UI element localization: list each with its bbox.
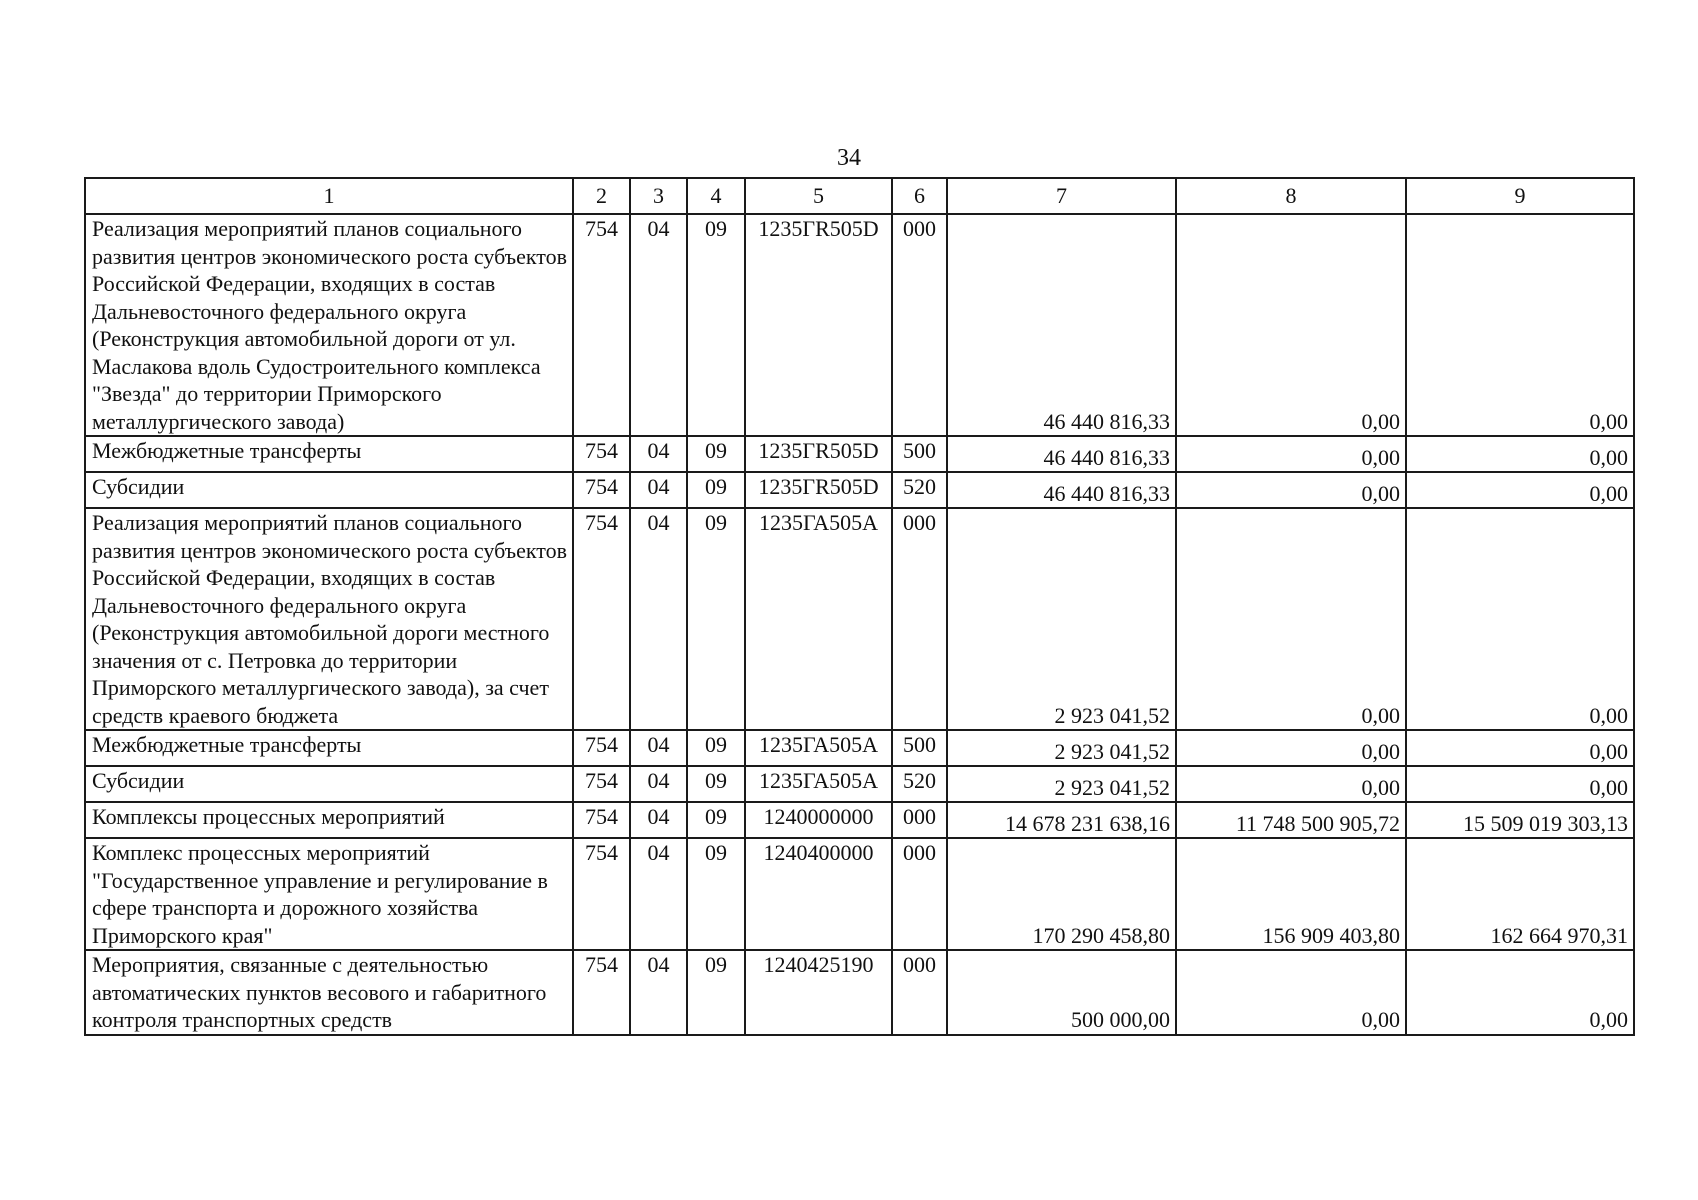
row-sum-2: 0,00 bbox=[1176, 508, 1406, 730]
row-sum-1: 500 000,00 bbox=[947, 950, 1176, 1035]
row-rz: 04 bbox=[630, 838, 687, 950]
row-rz: 04 bbox=[630, 766, 687, 802]
row-sum-2: 0,00 bbox=[1176, 730, 1406, 766]
row-gr: 754 bbox=[573, 508, 630, 730]
row-csr: 1240425190 bbox=[745, 950, 892, 1035]
row-name: Субсидии bbox=[85, 472, 573, 508]
row-gr: 754 bbox=[573, 802, 630, 838]
row-pr: 09 bbox=[687, 838, 745, 950]
table-row bbox=[85, 508, 1634, 730]
row-name: Межбюджетные трансферты bbox=[85, 730, 573, 766]
row-sum-2: 0,00 bbox=[1176, 214, 1406, 436]
table-row bbox=[85, 436, 1634, 472]
row-sum-3: 0,00 bbox=[1406, 472, 1634, 508]
row-sum-1: 46 440 816,33 bbox=[947, 472, 1176, 508]
row-vr: 000 bbox=[892, 802, 947, 838]
column-header: 1 bbox=[85, 178, 573, 214]
row-gr: 754 bbox=[573, 436, 630, 472]
column-header: 7 bbox=[947, 178, 1176, 214]
row-sum-1: 14 678 231 638,16 bbox=[947, 802, 1176, 838]
row-gr: 754 bbox=[573, 838, 630, 950]
row-sum-2: 0,00 bbox=[1176, 950, 1406, 1035]
row-csr: 1235ГR505D bbox=[745, 436, 892, 472]
row-rz: 04 bbox=[630, 802, 687, 838]
row-name: Комплексы процессных мероприятий bbox=[85, 802, 573, 838]
row-sum-3: 0,00 bbox=[1406, 436, 1634, 472]
row-sum-2: 11 748 500 905,72 bbox=[1176, 802, 1406, 838]
row-sum-3: 0,00 bbox=[1406, 766, 1634, 802]
row-gr: 754 bbox=[573, 214, 630, 436]
row-pr: 09 bbox=[687, 802, 745, 838]
row-vr: 000 bbox=[892, 950, 947, 1035]
row-vr: 500 bbox=[892, 436, 947, 472]
table-row bbox=[85, 214, 1634, 436]
row-gr: 754 bbox=[573, 472, 630, 508]
row-name: Реализация мероприятий планов социального развития центров экономического роста субъектов Российской Федерации, входящих в состав Дальневосточного федерального округа (Реконструкция автомобильной дороги местного значения от с. Петровка до территории Приморского металлургического завода), за счет средств краевого бюджета bbox=[85, 508, 573, 730]
column-header: 2 bbox=[573, 178, 630, 214]
row-rz: 04 bbox=[630, 950, 687, 1035]
row-sum-2: 156 909 403,80 bbox=[1176, 838, 1406, 950]
row-vr: 000 bbox=[892, 214, 947, 436]
row-pr: 09 bbox=[687, 766, 745, 802]
row-sum-3: 0,00 bbox=[1406, 214, 1634, 436]
row-sum-1: 46 440 816,33 bbox=[947, 436, 1176, 472]
row-name: Субсидии bbox=[85, 766, 573, 802]
row-name: Межбюджетные трансферты bbox=[85, 436, 573, 472]
row-pr: 09 bbox=[687, 214, 745, 436]
row-sum-3: 0,00 bbox=[1406, 950, 1634, 1035]
row-sum-3: 15 509 019 303,13 bbox=[1406, 802, 1634, 838]
row-vr: 500 bbox=[892, 730, 947, 766]
row-name: Комплекс процессных мероприятий "Государственное управление и регулирование в сфере транспорта и дорожного хозяйства Приморского края" bbox=[85, 838, 573, 950]
row-rz: 04 bbox=[630, 730, 687, 766]
row-pr: 09 bbox=[687, 730, 745, 766]
budget-table bbox=[84, 177, 1635, 1036]
row-rz: 04 bbox=[630, 214, 687, 436]
row-csr: 1240000000 bbox=[745, 802, 892, 838]
row-pr: 09 bbox=[687, 950, 745, 1035]
column-header: 3 bbox=[630, 178, 687, 214]
row-csr: 1235ГА505А bbox=[745, 766, 892, 802]
row-rz: 04 bbox=[630, 472, 687, 508]
row-csr: 1235ГА505А bbox=[745, 730, 892, 766]
row-sum-3: 0,00 bbox=[1406, 730, 1634, 766]
column-header: 8 bbox=[1176, 178, 1406, 214]
row-sum-1: 2 923 041,52 bbox=[947, 508, 1176, 730]
row-pr: 09 bbox=[687, 472, 745, 508]
page-number: 34 bbox=[837, 145, 861, 171]
table-row bbox=[85, 730, 1634, 766]
row-sum-2: 0,00 bbox=[1176, 766, 1406, 802]
table-row bbox=[85, 766, 1634, 802]
row-sum-1: 2 923 041,52 bbox=[947, 730, 1176, 766]
row-sum-2: 0,00 bbox=[1176, 436, 1406, 472]
column-header: 5 bbox=[745, 178, 892, 214]
row-pr: 09 bbox=[687, 508, 745, 730]
row-rz: 04 bbox=[630, 436, 687, 472]
column-header: 4 bbox=[687, 178, 745, 214]
row-name: Реализация мероприятий планов социального развития центров экономического роста субъектов Российской Федерации, входящих в состав Дальневосточного федерального округа (Реконструкция автомобильной дороги от ул. Маслакова вдоль Судостроительного комплекса "Звезда" до территории Приморского металлургического завода) bbox=[85, 214, 573, 436]
header-row bbox=[85, 178, 1634, 214]
row-sum-1: 170 290 458,80 bbox=[947, 838, 1176, 950]
row-gr: 754 bbox=[573, 730, 630, 766]
table-row bbox=[85, 950, 1634, 1035]
row-csr: 1235ГR505D bbox=[745, 214, 892, 436]
row-vr: 000 bbox=[892, 838, 947, 950]
row-sum-3: 0,00 bbox=[1406, 508, 1634, 730]
row-csr: 1235ГR505D bbox=[745, 472, 892, 508]
row-rz: 04 bbox=[630, 508, 687, 730]
table-row bbox=[85, 472, 1634, 508]
column-header: 9 bbox=[1406, 178, 1634, 214]
table-row bbox=[85, 838, 1634, 950]
row-sum-1: 2 923 041,52 bbox=[947, 766, 1176, 802]
row-vr: 000 bbox=[892, 508, 947, 730]
row-vr: 520 bbox=[892, 472, 947, 508]
row-pr: 09 bbox=[687, 436, 745, 472]
row-vr: 520 bbox=[892, 766, 947, 802]
row-sum-1: 46 440 816,33 bbox=[947, 214, 1176, 436]
row-csr: 1235ГА505А bbox=[745, 508, 892, 730]
column-header: 6 bbox=[892, 178, 947, 214]
row-name: Мероприятия, связанные с деятельностью автоматических пунктов весового и габаритного контроля транспортных средств bbox=[85, 950, 573, 1035]
row-sum-2: 0,00 bbox=[1176, 472, 1406, 508]
row-gr: 754 bbox=[573, 950, 630, 1035]
row-gr: 754 bbox=[573, 766, 630, 802]
row-csr: 1240400000 bbox=[745, 838, 892, 950]
table-row bbox=[85, 802, 1634, 838]
row-sum-3: 162 664 970,31 bbox=[1406, 838, 1634, 950]
